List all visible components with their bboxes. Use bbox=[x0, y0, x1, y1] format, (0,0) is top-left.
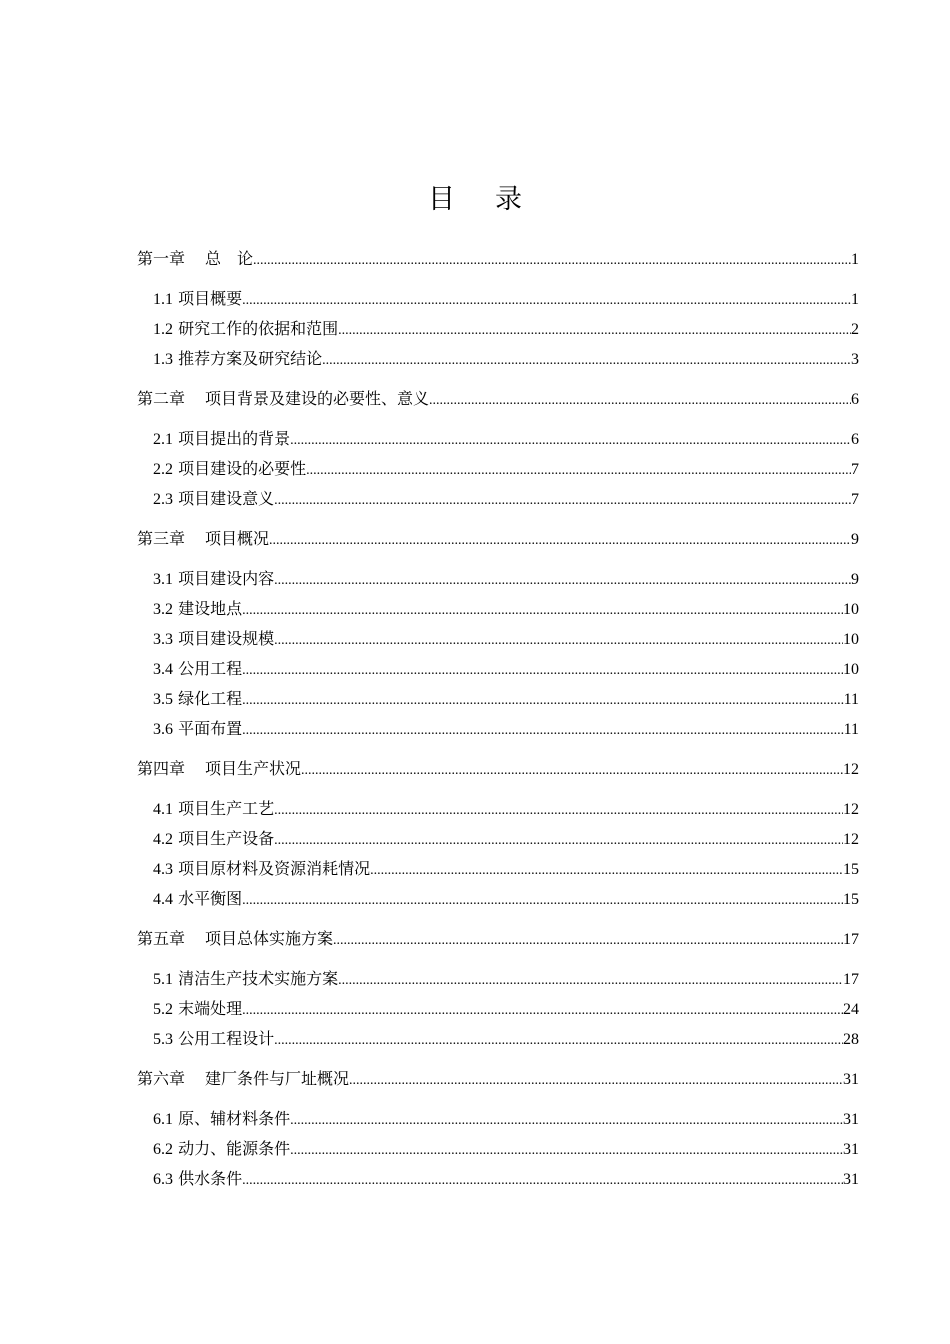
toc-entry-title: 项目概况 bbox=[205, 529, 270, 548]
dot-leader bbox=[242, 286, 851, 316]
toc-entry-title: 原、辅材料条件 bbox=[178, 1109, 291, 1128]
dot-leader bbox=[301, 756, 843, 786]
toc-entry-title: 供水条件 bbox=[178, 1169, 243, 1188]
toc-page-number: 31 bbox=[843, 1171, 859, 1188]
toc-section-entry[interactable] bbox=[137, 854, 859, 884]
toc-entry-number: 2.2 bbox=[153, 461, 173, 478]
toc-entry-number: 3.1 bbox=[153, 571, 173, 588]
toc-entry-number: 5.1 bbox=[153, 971, 173, 988]
toc-entry-label bbox=[137, 384, 429, 414]
toc-entry-title: 公用工程设计 bbox=[178, 1029, 275, 1048]
toc-page-number: 12 bbox=[843, 831, 859, 848]
toc-entry-title: 水平衡图 bbox=[178, 889, 243, 908]
toc-entry-title: 项目建设内容 bbox=[178, 569, 275, 588]
toc-page-number: 6 bbox=[851, 431, 859, 448]
toc-section-entry[interactable] bbox=[137, 1104, 859, 1134]
toc-section-entry[interactable] bbox=[137, 964, 859, 994]
toc-section-entry[interactable] bbox=[137, 424, 859, 454]
toc-page-number: 12 bbox=[843, 801, 859, 818]
toc-entry-number: 3.4 bbox=[153, 661, 173, 678]
toc-entry-title: 项目生产状况 bbox=[205, 759, 302, 778]
toc-entry-title: 项目提出的背景 bbox=[178, 429, 291, 448]
toc-entry-label bbox=[153, 964, 338, 995]
toc-entry-label bbox=[153, 1134, 290, 1165]
toc-section-entry[interactable] bbox=[137, 594, 859, 624]
toc-entry-number: 4.1 bbox=[153, 801, 173, 818]
toc-section-entry[interactable] bbox=[137, 314, 859, 344]
toc-entry-number: 3.3 bbox=[153, 631, 173, 648]
toc-chapter-entry[interactable] bbox=[137, 524, 859, 554]
toc-entry-title: 项目概要 bbox=[178, 289, 243, 308]
toc-entry-label bbox=[153, 884, 242, 915]
toc-section-entry[interactable] bbox=[137, 654, 859, 684]
toc-page-number: 31 bbox=[843, 1111, 859, 1128]
toc-entry-label bbox=[153, 564, 274, 595]
dot-leader bbox=[274, 1026, 843, 1056]
toc-entry-label bbox=[153, 854, 370, 885]
toc-entry-title: 末端处理 bbox=[178, 999, 243, 1018]
table-of-contents bbox=[137, 244, 859, 1194]
dot-leader bbox=[290, 1106, 843, 1136]
dot-leader bbox=[242, 886, 843, 916]
toc-entry-label bbox=[137, 1064, 349, 1094]
dot-leader bbox=[290, 1136, 843, 1166]
toc-entry-title: 项目建设意义 bbox=[178, 489, 275, 508]
toc-entry-title: 项目生产设备 bbox=[178, 829, 275, 848]
toc-entry-label bbox=[153, 484, 274, 515]
dot-leader bbox=[349, 1066, 843, 1096]
toc-entry-number: 4.3 bbox=[153, 861, 173, 878]
toc-section-entry[interactable] bbox=[137, 884, 859, 914]
dot-leader bbox=[333, 926, 843, 956]
toc-page-number: 11 bbox=[843, 691, 859, 708]
dot-leader bbox=[242, 686, 843, 716]
toc-entry-label bbox=[153, 994, 242, 1025]
toc-entry-title: 项目生产工艺 bbox=[178, 799, 275, 818]
toc-entry-label bbox=[153, 344, 322, 375]
toc-page-number: 2 bbox=[851, 321, 859, 338]
dot-leader bbox=[370, 856, 843, 886]
toc-page-number: 28 bbox=[843, 1031, 859, 1048]
dot-leader bbox=[242, 716, 843, 746]
toc-entry-number: 第一章 bbox=[137, 249, 186, 268]
toc-page-number: 17 bbox=[843, 931, 859, 948]
toc-section-entry[interactable] bbox=[137, 794, 859, 824]
toc-entry-number: 5.2 bbox=[153, 1001, 173, 1018]
toc-page-number: 24 bbox=[843, 1001, 859, 1018]
toc-entry-number: 6.2 bbox=[153, 1141, 173, 1158]
toc-entry-number: 6.3 bbox=[153, 1171, 173, 1188]
toc-entry-number: 3.5 bbox=[153, 691, 173, 708]
toc-entry-number: 4.2 bbox=[153, 831, 173, 848]
toc-page-number: 1 bbox=[851, 251, 859, 268]
toc-chapter-entry[interactable] bbox=[137, 244, 859, 274]
toc-entry-label bbox=[153, 684, 242, 715]
toc-chapter-entry[interactable] bbox=[137, 924, 859, 954]
dot-leader bbox=[429, 386, 851, 416]
toc-page-number: 10 bbox=[843, 661, 859, 678]
toc-title-char-1: 目 bbox=[428, 184, 455, 215]
toc-entry-label bbox=[137, 754, 301, 784]
toc-page-number: 3 bbox=[851, 351, 859, 368]
toc-entry-number: 1.3 bbox=[153, 351, 173, 368]
toc-entry-number: 1.1 bbox=[153, 291, 173, 308]
dot-leader bbox=[338, 966, 843, 996]
toc-entry-title: 项目建设规模 bbox=[178, 629, 275, 648]
toc-chapter-entry[interactable] bbox=[137, 1064, 859, 1094]
toc-entry-number: 1.2 bbox=[153, 321, 173, 338]
dot-leader bbox=[290, 426, 851, 456]
toc-entry-label bbox=[153, 714, 242, 745]
toc-page-number: 6 bbox=[851, 391, 859, 408]
dot-leader bbox=[274, 566, 851, 596]
toc-section-entry[interactable] bbox=[137, 624, 859, 654]
toc-entry-title: 建厂条件与厂址概况 bbox=[205, 1069, 350, 1088]
toc-entry-label bbox=[153, 1024, 274, 1055]
toc-page-number: 15 bbox=[843, 891, 859, 908]
dot-leader bbox=[274, 826, 843, 856]
toc-entry-title: 总 论 bbox=[205, 249, 254, 268]
dot-leader bbox=[242, 656, 843, 686]
toc-entry-number: 第二章 bbox=[137, 389, 186, 408]
toc-section-entry[interactable] bbox=[137, 714, 859, 744]
toc-section-entry[interactable] bbox=[137, 284, 859, 314]
toc-entry-label bbox=[153, 794, 274, 825]
toc-section-entry[interactable] bbox=[137, 684, 859, 714]
toc-entry-number: 3.6 bbox=[153, 721, 173, 738]
toc-entry-title: 研究工作的依据和范围 bbox=[178, 319, 339, 338]
toc-entry-number: 5.3 bbox=[153, 1031, 173, 1048]
toc-entry-title: 清洁生产技术实施方案 bbox=[178, 969, 339, 988]
toc-entry-number: 4.4 bbox=[153, 891, 173, 908]
toc-section-entry[interactable] bbox=[137, 454, 859, 484]
toc-entry-title: 项目总体实施方案 bbox=[205, 929, 334, 948]
toc-entry-title: 建设地点 bbox=[178, 599, 243, 618]
toc-section-entry[interactable] bbox=[137, 994, 859, 1024]
toc-chapter-entry[interactable] bbox=[137, 384, 859, 414]
dot-leader bbox=[274, 796, 843, 826]
toc-entry-number: 第五章 bbox=[137, 929, 186, 948]
dot-leader bbox=[242, 996, 843, 1026]
toc-page-number: 9 bbox=[851, 531, 859, 548]
toc-entry-number: 2.1 bbox=[153, 431, 173, 448]
toc-page-number: 31 bbox=[843, 1141, 859, 1158]
toc-title bbox=[0, 180, 950, 220]
toc-entry-title: 项目背景及建设的必要性、意义 bbox=[205, 389, 430, 408]
toc-section-entry[interactable] bbox=[137, 1024, 859, 1054]
dot-leader bbox=[322, 346, 851, 376]
toc-page-number: 11 bbox=[843, 721, 859, 738]
toc-entry-label bbox=[137, 524, 269, 554]
toc-entry-title: 动力、能源条件 bbox=[178, 1139, 291, 1158]
toc-page-number: 7 bbox=[851, 461, 859, 478]
toc-entry-label bbox=[153, 454, 306, 485]
toc-entry-number: 6.1 bbox=[153, 1111, 173, 1128]
dot-leader bbox=[274, 486, 851, 516]
toc-entry-title: 平面布置 bbox=[178, 719, 243, 738]
toc-entry-number: 第三章 bbox=[137, 529, 186, 548]
toc-entry-number: 第四章 bbox=[137, 759, 186, 778]
toc-page-number: 12 bbox=[843, 761, 859, 778]
toc-entry-label bbox=[153, 284, 242, 315]
toc-entry-label bbox=[153, 314, 338, 345]
toc-section-entry[interactable] bbox=[137, 344, 859, 374]
toc-entry-title: 推荐方案及研究结论 bbox=[178, 349, 323, 368]
toc-entry-label bbox=[137, 924, 333, 954]
toc-section-entry[interactable] bbox=[137, 824, 859, 854]
toc-entry-number: 3.2 bbox=[153, 601, 173, 618]
dot-leader bbox=[253, 246, 851, 276]
toc-page-number: 9 bbox=[851, 571, 859, 588]
toc-entry-title: 项目建设的必要性 bbox=[178, 459, 307, 478]
toc-entry-label bbox=[153, 654, 242, 685]
toc-page-number: 31 bbox=[843, 1071, 859, 1088]
toc-entry-label bbox=[153, 424, 290, 455]
toc-section-entry[interactable] bbox=[137, 484, 859, 514]
toc-page-number: 10 bbox=[843, 601, 859, 618]
toc-entry-number: 第六章 bbox=[137, 1069, 186, 1088]
toc-page-number: 10 bbox=[843, 631, 859, 648]
dot-leader bbox=[274, 626, 843, 656]
toc-entry-title: 公用工程 bbox=[178, 659, 243, 678]
toc-entry-label bbox=[153, 1164, 242, 1195]
toc-entry-label bbox=[153, 624, 274, 655]
dot-leader bbox=[242, 596, 843, 626]
toc-page-number: 15 bbox=[843, 861, 859, 878]
toc-section-entry[interactable] bbox=[137, 564, 859, 594]
toc-page-number: 1 bbox=[851, 291, 859, 308]
toc-entry-number: 2.3 bbox=[153, 491, 173, 508]
toc-title-char-2: 录 bbox=[495, 184, 522, 215]
toc-page-number: 17 bbox=[843, 971, 859, 988]
toc-chapter-entry[interactable] bbox=[137, 754, 859, 784]
toc-entry-title: 绿化工程 bbox=[178, 689, 243, 708]
dot-leader bbox=[306, 456, 851, 486]
toc-section-entry[interactable] bbox=[137, 1164, 859, 1194]
toc-entry-label bbox=[153, 1104, 290, 1135]
toc-section-entry[interactable] bbox=[137, 1134, 859, 1164]
toc-page-number: 7 bbox=[851, 491, 859, 508]
toc-entry-label bbox=[153, 594, 242, 625]
toc-entry-label bbox=[153, 824, 274, 855]
toc-entry-label bbox=[137, 244, 253, 274]
dot-leader bbox=[338, 316, 851, 346]
dot-leader bbox=[269, 526, 851, 556]
toc-entry-title: 项目原材料及资源消耗情况 bbox=[178, 859, 371, 878]
dot-leader bbox=[242, 1166, 843, 1196]
